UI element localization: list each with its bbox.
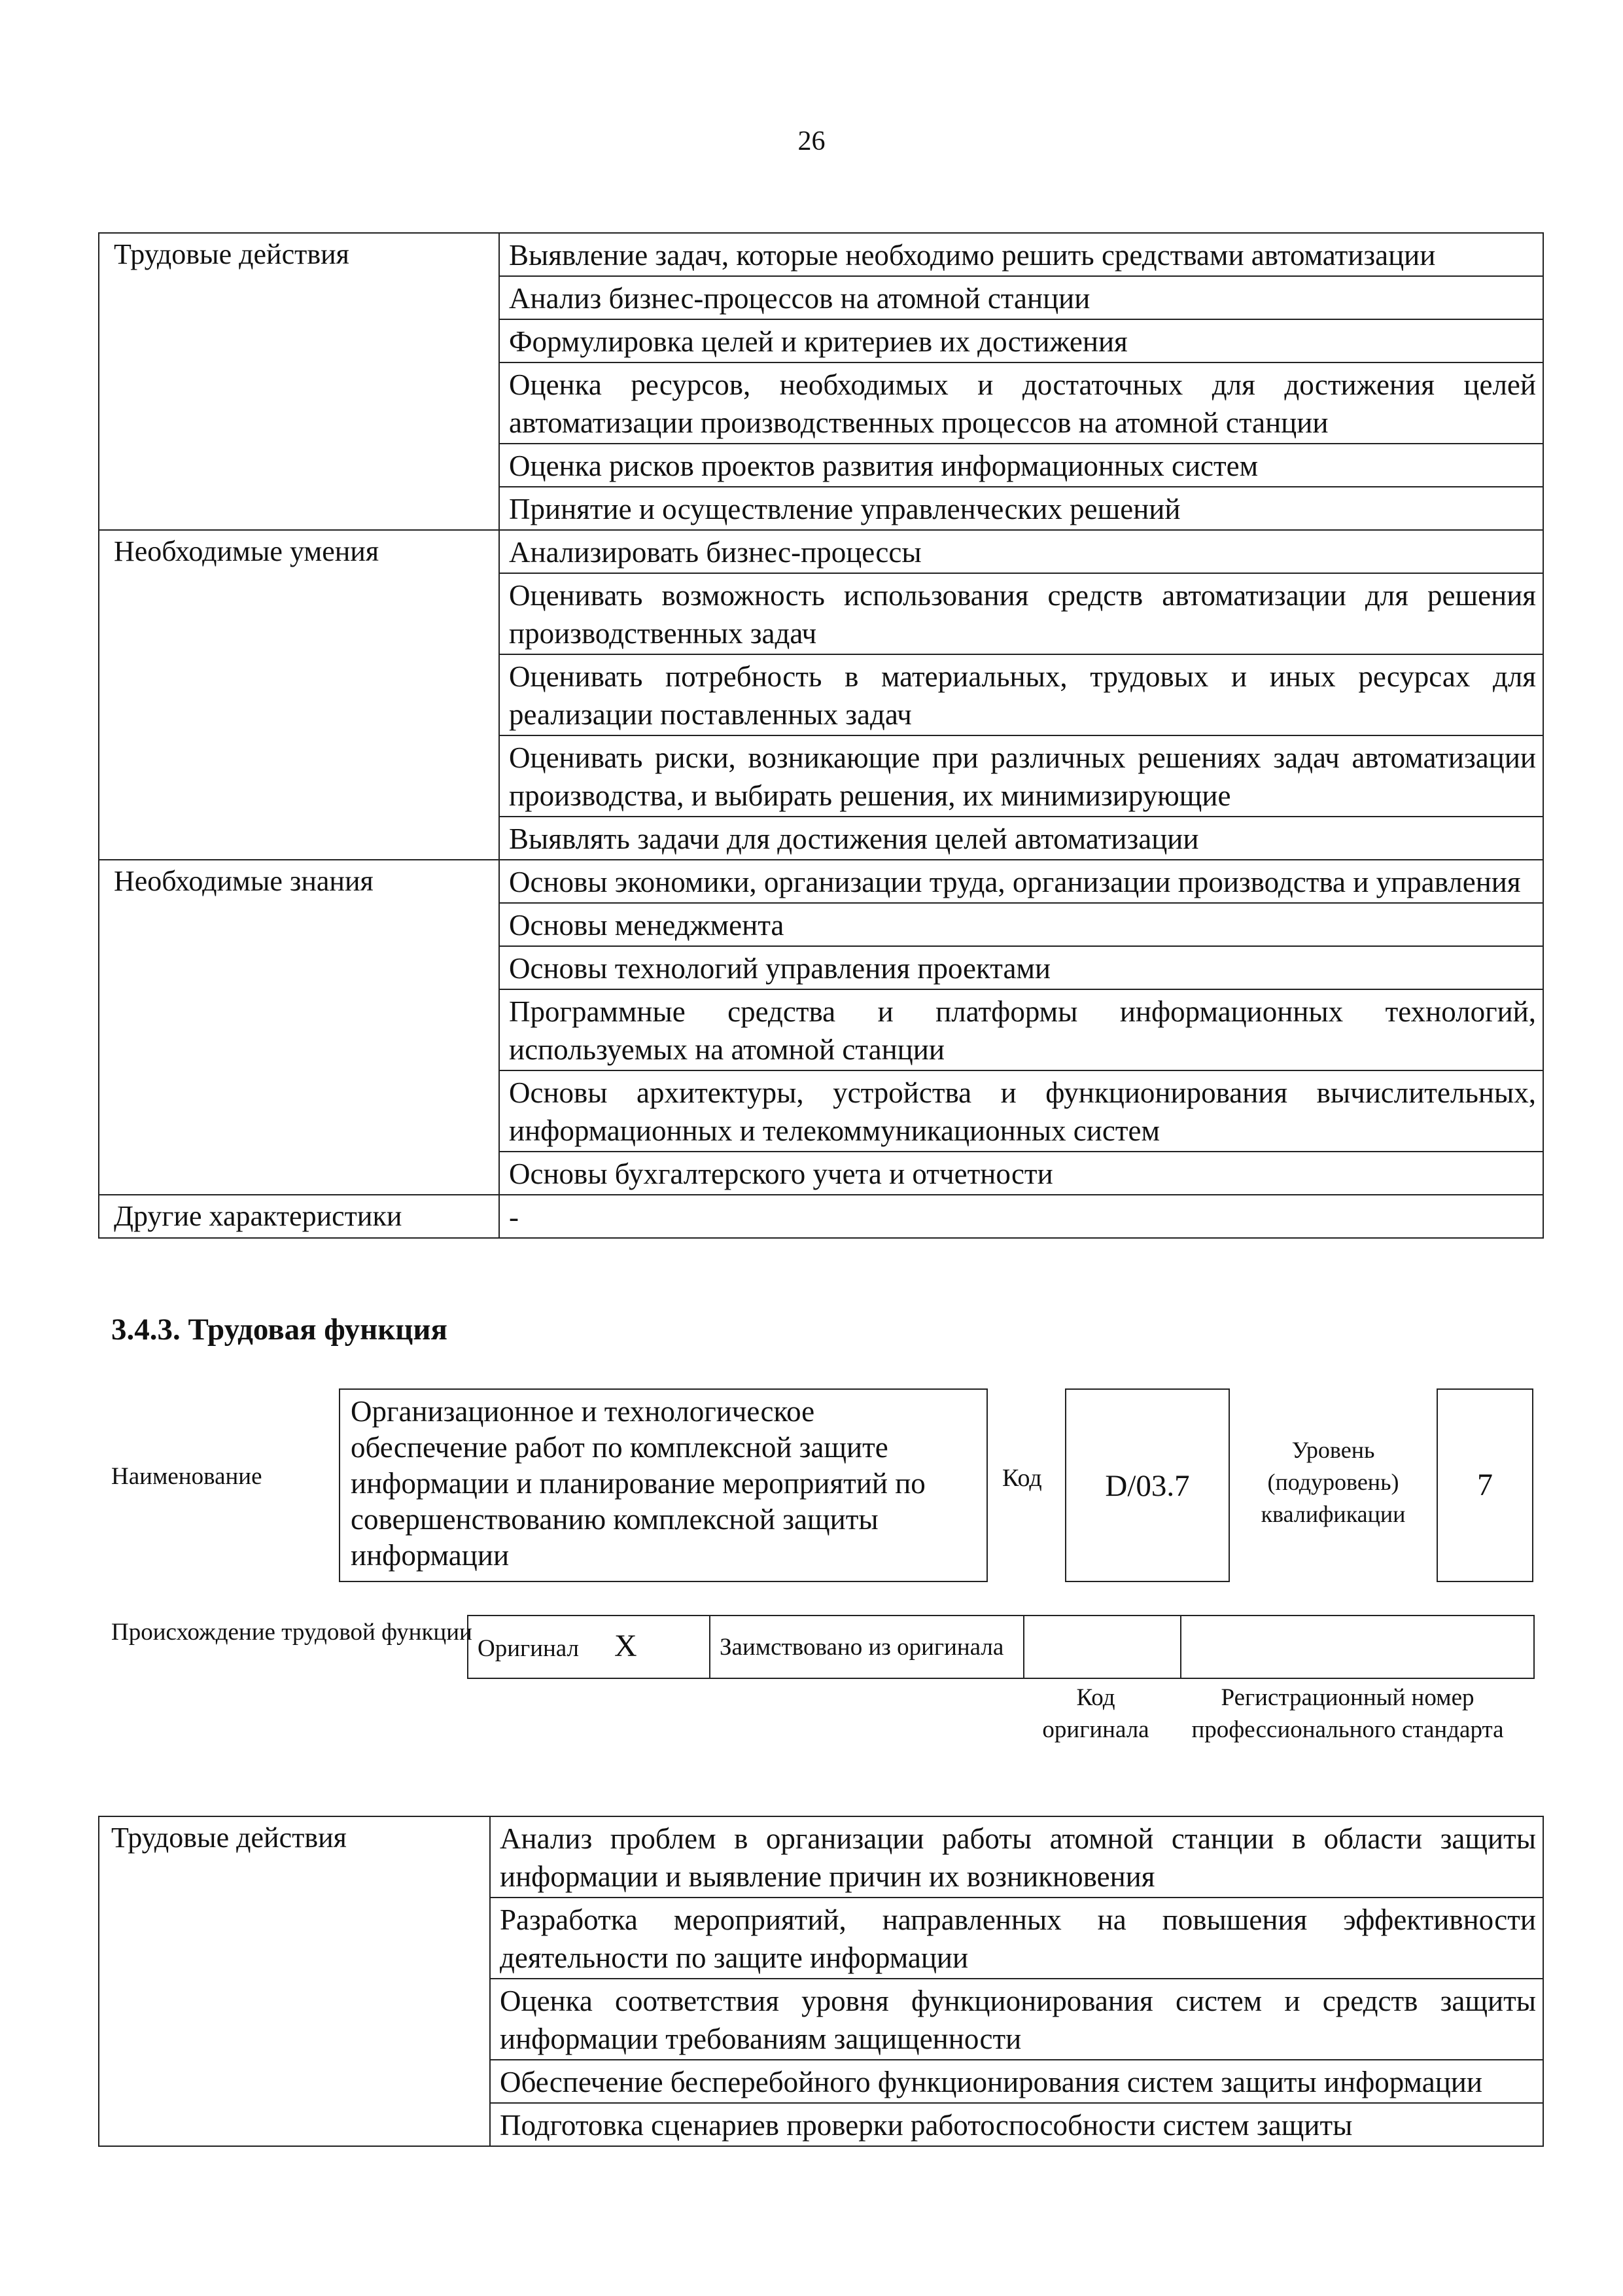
function-code-box: D/03.7 (1065, 1388, 1230, 1582)
list-item: Выявлять задачи для достижения целей автоматизации (499, 817, 1543, 860)
row-label: Необходимые знания (99, 860, 499, 1195)
original-label: Оригинал (478, 1634, 580, 1662)
code-label: Код (1002, 1464, 1042, 1492)
row-label: Необходимые умения (99, 530, 499, 860)
list-item: Оценка ресурсов, необходимых и достаточных для достижения целей автоматизации производственных процессов на атомной станции (499, 362, 1543, 444)
list-item: Анализ бизнес-процессов на атомной станции (499, 276, 1543, 319)
section-heading: 3.4.3. Трудовая функция (111, 1313, 447, 1347)
list-item: Анализ проблем в организации работы атомной станции в области защиты информации и выявление причин их возникновения (490, 1816, 1543, 1898)
list-item: Формулировка целей и критериев их достижения (499, 319, 1543, 362)
row-label: Другие характеристики (99, 1195, 499, 1238)
table-row (99, 233, 1543, 276)
origin-table (467, 1615, 1535, 1679)
list-item: Основы архитектуры, устройства и функционирования вычислительных, информационных и телекоммуникационных систем (499, 1070, 1543, 1152)
name-label: Наименование (111, 1463, 262, 1490)
table-row (99, 860, 1543, 903)
level-label: Уровень (подуровень) квалификации (1261, 1437, 1406, 1527)
competency-table-1 (98, 232, 1544, 1239)
list-item: Разработка мероприятий, направленных на повышения эффективности деятельности по защите информации (490, 1898, 1543, 1979)
list-item: Оценивать потребность в материальных, трудовых и иных ресурсах для реализации поставленных задач (499, 654, 1543, 735)
table-row (99, 1195, 1543, 1238)
list-item: Основы технологий управления проектами (499, 946, 1543, 989)
page-number: 26 (797, 126, 826, 156)
table-row (99, 530, 1543, 573)
table-row (468, 1616, 1534, 1678)
list-item: Оценивать риски, возникающие при различных решениях задач автоматизации производства, и выбирать решения, их минимизирующие (499, 735, 1543, 817)
list-item: Анализировать бизнес-процессы (499, 530, 1543, 573)
list-item: Программные средства и платформы информационных технологий, используемых на атомной станции (499, 989, 1543, 1070)
original-code-caption: Код оригинала (1042, 1684, 1149, 1743)
list-item: Оценивать возможность использования средств автоматизации для решения производственных задач (499, 573, 1543, 654)
list-item: Основы бухгалтерского учета и отчетности (499, 1152, 1543, 1195)
reg-number-cell (1181, 1616, 1534, 1678)
list-item: Выявление задач, которые необходимо решить средствами автоматизации (499, 233, 1543, 276)
row-label: Трудовые действия (99, 233, 499, 530)
borrowed-label: Заимствовано из оригинала (710, 1616, 1024, 1678)
list-item: Принятие и осуществление управленческих решений (499, 487, 1543, 530)
table-row (99, 1816, 1543, 1898)
original-code-cell (1024, 1616, 1181, 1678)
function-name-box: Организационное и технологическое обеспечение работ по комплексной защите информации и планирование мероприятий по совершенствованию комплексной защиты информации (339, 1388, 988, 1582)
list-item: Подготовка сценариев проверки работоспособности систем защиты (490, 2103, 1543, 2146)
original-cell (468, 1616, 710, 1678)
list-item: Обеспечение бесперебойного функционирования систем защиты информации (490, 2060, 1543, 2103)
origin-label: Происхождение трудовой функции (111, 1619, 472, 1646)
competency-table-2 (98, 1816, 1544, 2147)
row-label: Трудовые действия (99, 1816, 490, 2146)
qualification-level-box: 7 (1437, 1388, 1533, 1582)
list-item: Оценка рисков проектов развития информационных систем (499, 444, 1543, 487)
reg-number-caption: Регистрационный номер профессионального стандарта (1191, 1684, 1504, 1743)
original-mark: X (614, 1628, 637, 1663)
list-item: Основы менеджмента (499, 903, 1543, 946)
list-item: Основы экономики, организации труда, организации производства и управления (499, 860, 1543, 903)
list-item: - (499, 1195, 1543, 1238)
list-item: Оценка соответствия уровня функционирования систем и средств защиты информации требованиям защищенности (490, 1979, 1543, 2060)
